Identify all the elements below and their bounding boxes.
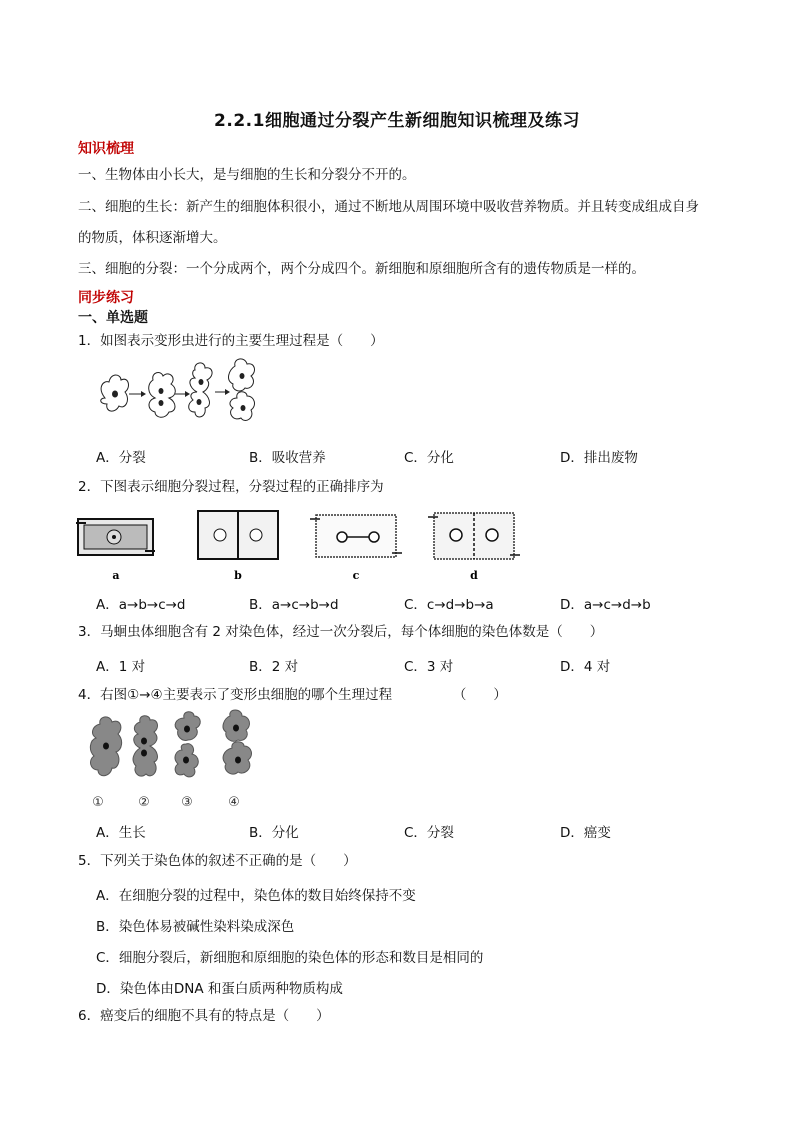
question-6-stem: 6．癌变后的细胞不具有的特点是（ ） <box>78 1008 330 1024</box>
q2-option-b[interactable]: B．a→c→b→d <box>249 597 339 613</box>
fig2-label-a: a <box>112 569 120 582</box>
q2-option-d[interactable]: D．a→c→d→b <box>560 597 651 613</box>
fig2-label-c: c <box>352 569 360 582</box>
fig2-label-b: b <box>234 569 242 582</box>
q1-option-c[interactable]: C．分化 <box>404 450 454 466</box>
knowledge-line-4: 三、细胞的分裂：一个分成两个，两个分成四个。新细胞和原细胞所含有的遗传物质是一样的。 <box>78 261 645 277</box>
amoeba-division-figure <box>95 358 265 430</box>
q2-option-c[interactable]: C．c→d→b→a <box>404 597 494 613</box>
amoeba-stages-figure <box>88 714 258 812</box>
fig4-label-1: ① <box>92 795 104 810</box>
q2-option-a[interactable]: A．a→b→c→d <box>96 597 186 613</box>
q3-option-d[interactable]: D．4 对 <box>560 659 611 675</box>
question-4-stem: 4．右图①→④主要表示了变形虫细胞的哪个生理过程 （ ） <box>78 687 507 703</box>
knowledge-line-2: 二、细胞的生长：新产生的细胞体积很小，通过不断地从周围环境中吸收营养物质。并且转变成组成自身 <box>78 199 699 215</box>
q4-option-b[interactable]: B．分化 <box>249 825 299 841</box>
q5-option-d[interactable]: D．染色体由DNA 和蛋白质两种物质构成 <box>96 981 343 997</box>
q1-option-b[interactable]: B．吸收营养 <box>249 450 326 466</box>
question-5-stem: 5．下列关于染色体的叙述不正确的是（ ） <box>78 853 357 869</box>
q5-option-a[interactable]: A．在细胞分裂的过程中，染色体的数目始终保持不变 <box>96 888 416 904</box>
q4-option-a[interactable]: A．生长 <box>96 825 146 841</box>
knowledge-line-1: 一、生物体由小长大，是与细胞的生长和分裂分不开的。 <box>78 167 416 183</box>
page-title: 2.2.1细胞通过分裂产生新细胞知识梳理及练习 <box>214 111 580 131</box>
section-practice-heading: 同步练习 <box>78 290 134 306</box>
cell-division-figure <box>78 505 528 585</box>
question-2-stem: 2．下图表示细胞分裂过程，分裂过程的正确排序为 <box>78 479 384 495</box>
q5-option-c[interactable]: C．细胞分裂后，新细胞和原细胞的染色体的形态和数目是相同的 <box>96 950 484 966</box>
section-single-choice-heading: 一、单选题 <box>78 310 148 326</box>
section-knowledge-heading: 知识梳理 <box>78 141 134 157</box>
knowledge-line-3: 的物质，体积逐渐增大。 <box>78 230 227 246</box>
fig4-label-4: ④ <box>228 795 240 810</box>
q5-option-b[interactable]: B．染色体易被碱性染料染成深色 <box>96 919 295 935</box>
question-1-stem: 1．如图表示变形虫进行的主要生理过程是（ ） <box>78 333 384 349</box>
q4-option-c[interactable]: C．分裂 <box>404 825 454 841</box>
q3-option-c[interactable]: C．3 对 <box>404 659 454 675</box>
q1-option-a[interactable]: A．分裂 <box>96 450 146 466</box>
fig4-label-3: ③ <box>181 795 193 810</box>
question-3-stem: 3．马蛔虫体细胞含有 2 对染色体，经过一次分裂后，每个体细胞的染色体数是（ ） <box>78 624 604 640</box>
q3-option-a[interactable]: A．1 对 <box>96 659 146 675</box>
q3-option-b[interactable]: B．2 对 <box>249 659 299 675</box>
fig2-label-d: d <box>470 569 478 582</box>
fig4-label-2: ② <box>138 795 150 810</box>
q1-option-d[interactable]: D．排出废物 <box>560 450 638 466</box>
q4-option-d[interactable]: D．癌变 <box>560 825 611 841</box>
